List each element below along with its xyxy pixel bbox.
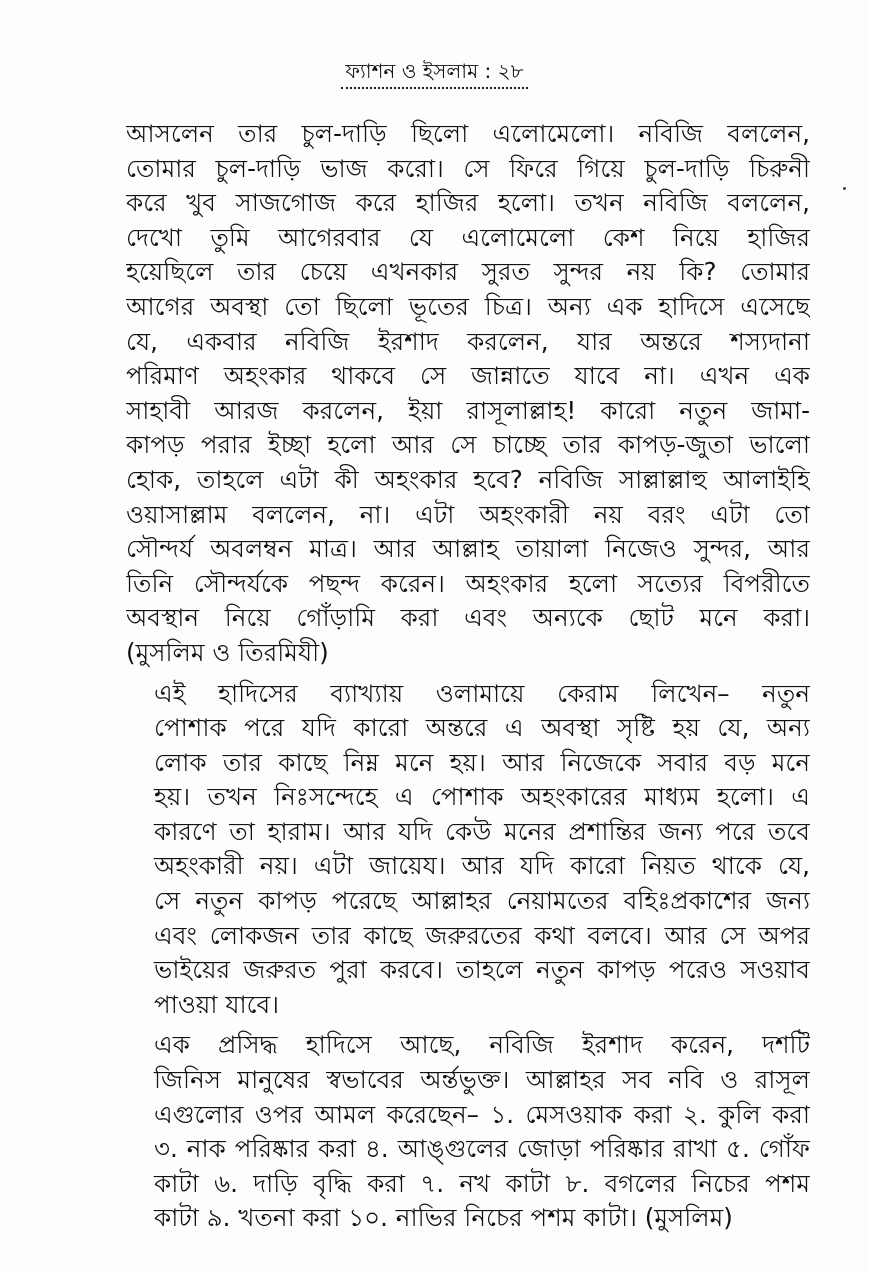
text-line: কারণে তা হারাম। আর যদি কেউ মনের প্রশান্তির জন্য পরে তবে [154,816,810,846]
text-line: পরিমাণ অহংকার থাকবে সে জান্নাতে যাবে না। এখন এক [126,361,810,391]
text-line: (মুসলিম ও তিরমিযী) [126,637,329,667]
text-line: তিনি সৌন্দর্যকে পছন্দ করেন। অহংকার হলো সত্যের বিপরীতে [126,568,810,598]
paragraph [126,677,810,1023]
text-line: ওয়াসাল্লাম বললেন, না। এটা অহংকারী নয় বরং এটা তো [126,499,810,529]
text-line: জিনিস মানুষের স্বভাবের অর্ন্তভুক্ত। আল্লাহর সব নবি ও রাসূল [154,1065,810,1095]
running-header [0,58,869,89]
text-line: কাটা ৬. দাড়ি বৃদ্ধি করা ৭. নখ কাটা ৮. বগলের নিচের পশম [154,1168,810,1198]
text-line: দেখো তুমি আগেরবার যে এলোমেলো কেশ নিয়ে হাজির [126,222,810,252]
text-line: এগুলোর ওপর আমল করেছেন– ১. মেসওয়াক করা ২. কুলি করা [154,1099,810,1129]
text-line: ভাইয়ের জরুরত পুরা করবে। তাহলে নতুন কাপড় পরেও সওয়াব [154,955,810,985]
text-line: সাহাবী আরজ করলেন, ইয়া রাসূলাল্লাহ! কারো নতুন জামা- [126,395,810,425]
text-line: আগের অবস্থা তো ছিলো ভূতের চিত্র। অন্য এক হাদিসে এসেছে [126,291,810,321]
body-text [126,117,810,1236]
text-line: লোক তার কাছে নিম্ন মনে হয়। আর নিজেকে সবার বড় মনে [154,747,810,777]
text-line: যে, একবার নবিজি ইরশাদ করলেন, যার অন্তরে শস্যদানা [126,326,810,356]
text-line: এই হাদিসের ব্যাখ্যায় ওলামায়ে কেরাম লিখেন– নতুন [154,678,810,708]
text-line: অবস্থান নিয়ে গোঁড়ামি করা এবং অন্যকে ছোট মনে করা। [126,603,810,633]
text-line: এবং লোকজন তার কাছে জরুরতের কথা বলবে। আর সে অপর [154,920,810,950]
text-line: করে খুব সাজগোজ করে হাজির হলো। তখন নবিজি বললেন, [126,188,810,218]
text-line: এক প্রসিদ্ধ হাদিসে আছে, নবিজি ইরশাদ করেন, দশটি [154,1030,810,1060]
text-line: তোমার চুল-দাড়ি ভাজ করো। সে ফিরে গিয়ে চুল-দাড়ি চিরুনী [126,153,810,183]
running-title: ফ্যাশন ও ইসলাম : ২৮ [341,58,527,89]
text-line: হোক, তাহলে এটা কী অহংকার হবে? নবিজি সাল্লাল্লাহু আলাইহি [126,464,810,494]
paragraph [126,117,810,671]
speck-mark [843,187,846,190]
text-line: অহংকারী নয়। এটা জায়েয। আর যদি কারো নিয়ত থাকে যে, [154,851,810,881]
text-line: সৌন্দর্য অবলম্বন মাত্র। আর আল্লাহ তায়ালা নিজেও সুন্দর, আর [126,534,810,564]
text-line: পাওয়া যাবে। [154,989,280,1019]
text-line: আসলেন তার চুল-দাড়ি ছিলো এলোমেলো। নবিজি বললেন, [126,119,810,148]
text-line: পোশাক পরে যদি কারো অন্তরে এ অবস্থা সৃষ্টি হয় যে, অন্য [154,713,810,743]
text-line: হয়েছিলে তার চেয়ে এখনকার সুরত সুন্দর নয় কি? তোমার [126,257,810,287]
paragraph [126,1028,810,1236]
text-line: হয়। তখন নিঃসন্দেহে এ পোশাক অহংকারের মাধ্যম হলো। এ [154,782,810,812]
text-line: কাপড় পরার ইচ্ছা হলো আর সে চাচ্ছে তার কাপড়-জুতা ভালো [126,430,810,460]
text-line: কাটা ৯. খতনা করা ১০. নাভির নিচের পশম কাটা। (মুসলিম) [154,1203,733,1233]
text-line: সে নতুন কাপড় পরেছে আল্লাহর নেয়ামতের বহিঃপ্রকাশের জন্য [154,886,810,916]
text-line: ৩. নাক পরিষ্কার করা ৪. আঙ্গুলের জোড়া পরিষ্কার রাখা ৫. গোঁফ [154,1134,810,1164]
